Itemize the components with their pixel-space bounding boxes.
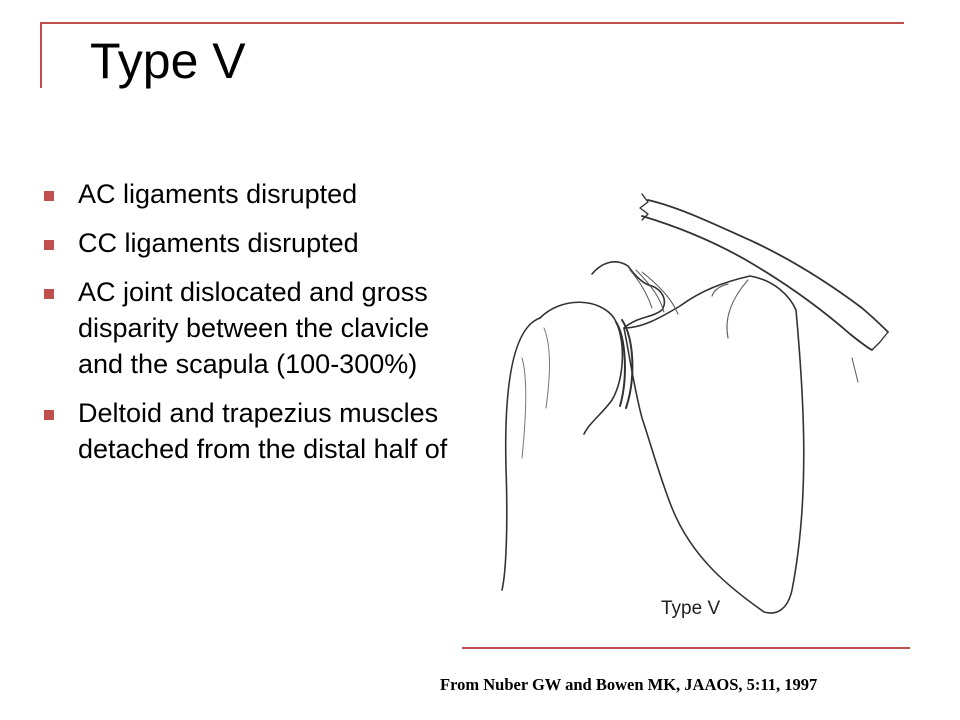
scapula-spine [712,280,748,338]
torn-fibers [852,358,858,382]
acromion [592,262,664,328]
bullet-list [44,176,464,480]
figure-label: Type V [661,598,721,619]
bullet-marker [44,410,54,420]
bullet-item [44,176,464,212]
bullet-text: AC joint dislocated and gross disparity between the clavicle and the scapula (100-300%) [78,277,430,379]
scapula-outline [624,276,804,613]
shoulder-illustration [492,178,912,638]
bullet-marker [44,289,54,299]
humerus-head [540,302,622,434]
bullet-marker [44,240,54,250]
left-rule [40,22,42,88]
slide-title: Type V [90,33,246,89]
bullet-text: AC ligaments disrupted [78,179,358,209]
bullet-item [44,225,464,261]
bullet-item [44,395,464,467]
bullet-text: Deltoid and trapezius muscles detached from the distal half of [78,398,448,464]
bullet-text: CC ligaments disrupted [78,228,359,258]
bullet-marker [44,191,54,201]
humerus-shading [522,328,550,458]
top-rule [40,22,904,24]
bullet-item [44,274,464,382]
bottom-rule [462,647,910,649]
humerus-outline [502,318,540,590]
clavicle-distal-end [872,332,888,350]
citation: From Nuber GW and Bowen MK, JAAOS, 5:11, 1997 [440,675,818,694]
clavicle [642,200,888,350]
